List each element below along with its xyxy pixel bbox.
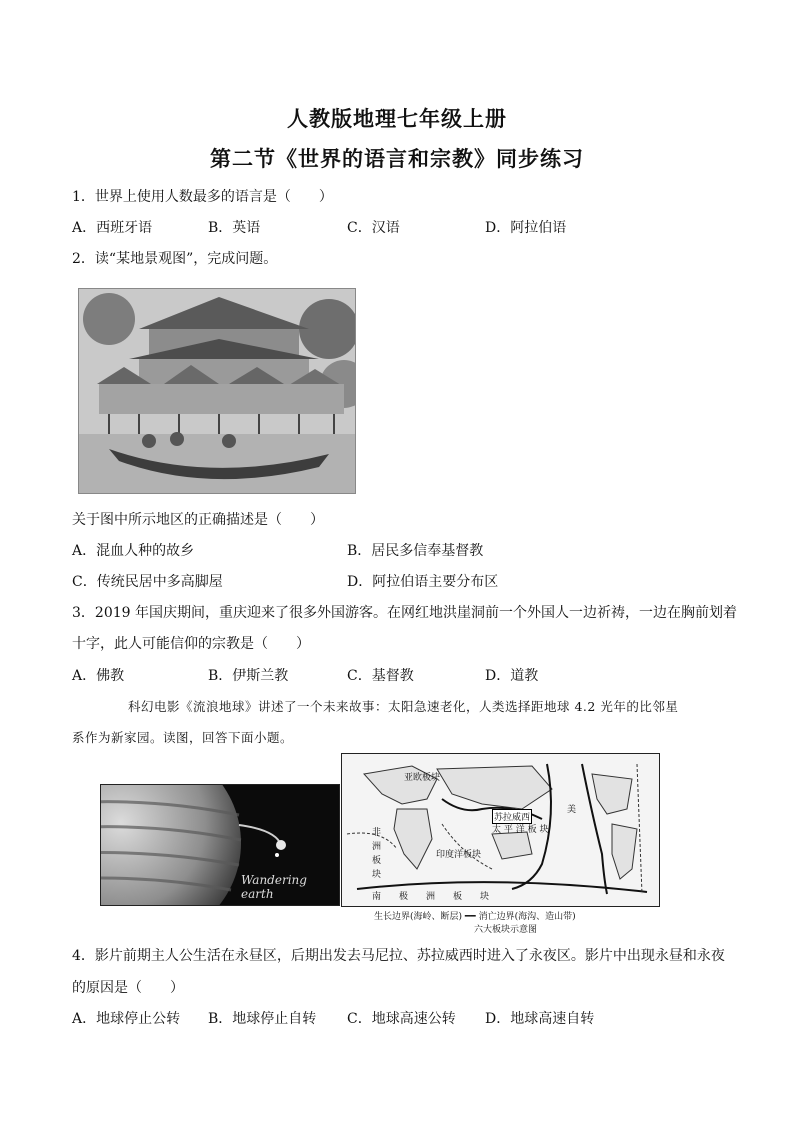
document-title: 人教版地理七年级上册 — [287, 106, 507, 131]
q1-option-d[interactable]: D．阿拉伯语 — [485, 220, 567, 236]
q3-option-d[interactable]: D．道教 — [485, 668, 539, 684]
stilt-house-illustration — [79, 289, 355, 493]
q3-stem-line1: 3．2019 年国庆期间，重庆迎来了很多外国游客。在网红地洪崖洞前一个外国人一边祈祷，一边在胸前划着 — [72, 605, 737, 621]
passage-line1: 科幻电影《流浪地球》讲述了一个未来故事：太阳急速老化，人类选择距地球 4.2 光年的比邻星 — [128, 699, 679, 714]
label-pacific-plate: 太 平 洋 板 块 — [492, 825, 549, 835]
q1-option-c[interactable]: C．汉语 — [347, 220, 400, 236]
label-indian-ocean-plate: 印度洋板块 — [436, 850, 482, 860]
plate-map-caption: 六大板块示意图 — [474, 925, 538, 935]
label-america-plate: 美 — [567, 805, 577, 815]
document-subtitle: 第二节《世界的语言和宗教》同步练习 — [210, 146, 584, 171]
q4-option-d[interactable]: D．地球高速自转 — [485, 1011, 595, 1027]
wandering-earth-poster — [100, 784, 340, 906]
q4-option-c[interactable]: C．地球高速公转 — [347, 1011, 456, 1027]
plate-map-legend: 生长边界(海岭、断层) ━━ 消亡边界(海沟、造山带) — [374, 912, 576, 922]
q4-stem-line2: 的原因是（ ） — [72, 980, 184, 996]
label-africa-plate: 非 洲 板 块 — [372, 828, 382, 880]
label-eurasia-plate: 亚欧板块 — [404, 773, 441, 783]
q3-option-c[interactable]: C．基督教 — [347, 668, 414, 684]
q2-stem: 2．读“某地景观图”，完成问题。 — [72, 251, 278, 267]
q4-stem-line1: 4．影片前期主人公生活在永昼区，后期出发去马尼拉、苏拉威西时进入了永夜区。影片中出现永昼和永夜 — [72, 948, 725, 964]
q1-stem: 1．世界上使用人数最多的语言是（ ） — [72, 189, 333, 205]
q1-option-a[interactable]: A．西班牙语 — [72, 220, 153, 236]
q2-option-d[interactable]: D．阿拉伯语主要分布区 — [347, 574, 499, 590]
q2-sub-stem: 关于图中所示地区的正确描述是（ ） — [72, 512, 324, 528]
q2-option-c[interactable]: C．传统民居中多高脚屋 — [72, 574, 223, 590]
q3-stem-line2: 十字，此人可能信仰的宗教是（ ） — [72, 636, 310, 652]
q4-option-a[interactable]: A．地球停止公转 — [72, 1011, 181, 1027]
movie-logo: Wandering earth — [241, 873, 307, 901]
q1-option-b[interactable]: B．英语 — [208, 220, 261, 236]
label-antarctic-plate: 南 极 洲 板 块 — [372, 892, 490, 902]
q2-option-a[interactable]: A．混血人种的故乡 — [72, 543, 195, 559]
q2-option-b[interactable]: B．居民多信奉基督教 — [347, 543, 484, 559]
q4-option-b[interactable]: B．地球停止自转 — [208, 1011, 317, 1027]
plate-tectonics-map — [341, 753, 660, 907]
q3-option-a[interactable]: A．佛教 — [72, 668, 125, 684]
passage-line2: 系作为新家园。读图，回答下面小题。 — [72, 730, 294, 745]
q3-option-b[interactable]: B．伊斯兰教 — [208, 668, 289, 684]
label-sulawesi: 苏拉威西 — [492, 809, 532, 824]
landscape-photo — [78, 288, 356, 494]
